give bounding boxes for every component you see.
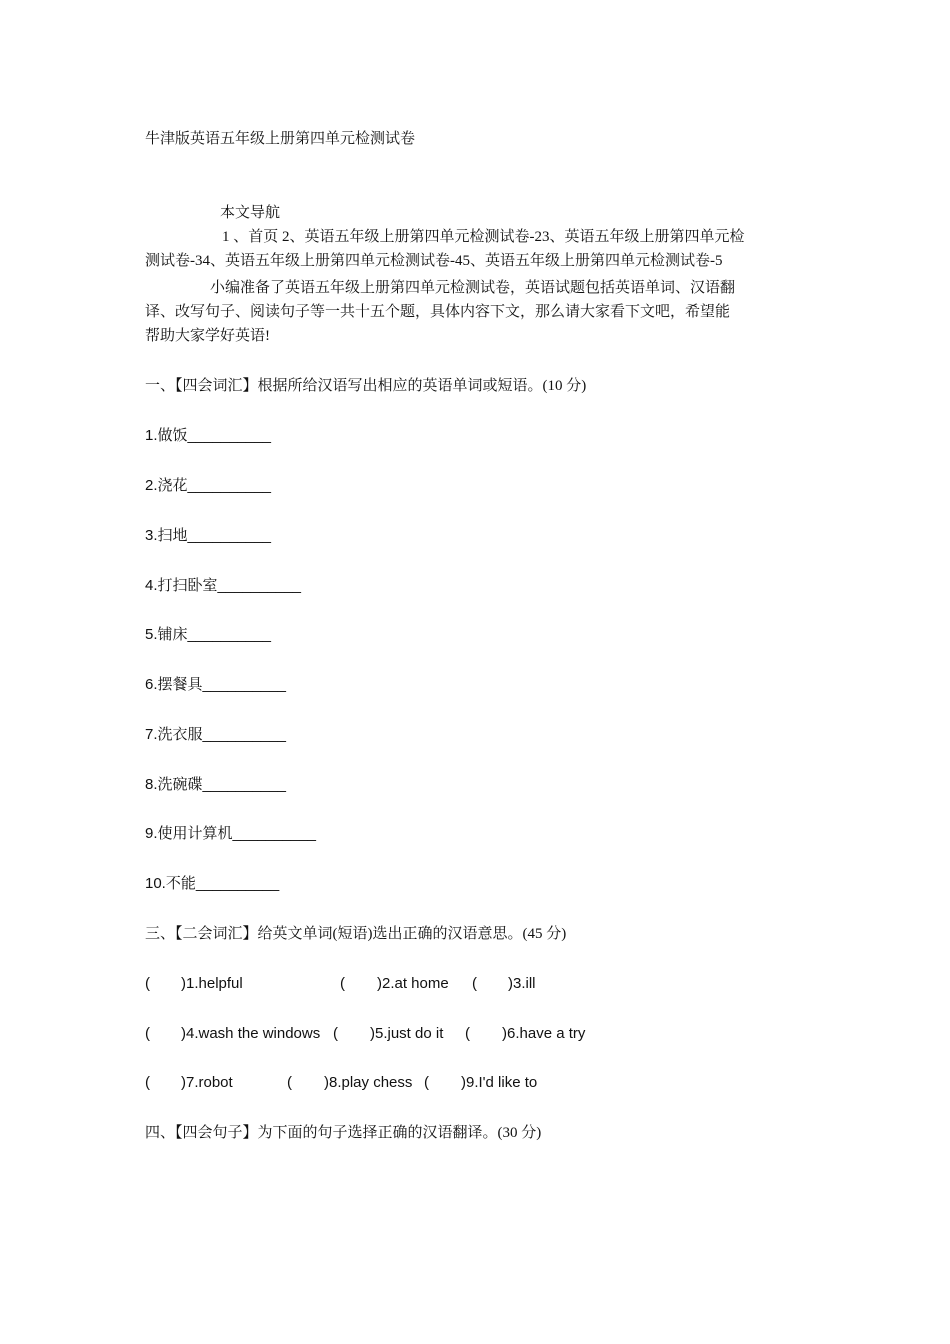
section3-heading: 三、【二会词汇】给英文单词(短语)选出正确的汉语意思。(45 分)	[145, 926, 567, 942]
question-item: 9.使用计算机__________	[145, 825, 316, 842]
choice-item: )4.wash the windows	[181, 1025, 321, 1042]
choice-item: )5.just do it	[370, 1025, 444, 1042]
choice-item: )3.ill	[508, 975, 536, 992]
question-item: 1.做饭__________	[145, 427, 271, 444]
nav-line-1: 1 、首页 2、英语五年级上册第四单元检测试卷-23、英语五年级上册第四单元检	[222, 229, 745, 245]
question-item: 5.铺床__________	[145, 626, 271, 643]
choice-item: )6.have a try	[502, 1025, 586, 1042]
choice-item: )1.helpful	[181, 975, 243, 992]
intro-line-1: 小编准备了英语五年级上册第四单元检测试卷，英语试题包括英语单词、汉语翻	[210, 280, 736, 296]
question-item: 3.扫地__________	[145, 527, 271, 544]
intro-line-2: 译、改写句子、阅读句子等一共十五个题，具体内容下文，那么请大家看下文吧，希望能	[145, 304, 731, 320]
question-item: 8.洗碗碟__________	[145, 776, 286, 793]
choice-item: )7.robot	[181, 1074, 233, 1091]
question-item: 7.洗衣服__________	[145, 726, 286, 743]
choice-paren: (	[340, 975, 345, 992]
section4-heading: 四、【四会句子】为下面的句子选择正确的汉语翻译。(30 分)	[145, 1125, 542, 1141]
nav-line-2: 测试卷-34、英语五年级上册第四单元检测试卷-45、英语五年级上册第四单元检测试卷-5	[145, 253, 723, 269]
section1-heading: 一、【四会词汇】根据所给汉语写出相应的英语单词或短语。(10 分)	[145, 378, 587, 394]
question-item: 10.不能__________	[145, 875, 280, 892]
choice-paren: (	[333, 1025, 338, 1042]
choice-item: )8.play chess	[324, 1074, 413, 1091]
choice-paren: (	[145, 1025, 150, 1042]
choice-item: )2.at home	[377, 975, 449, 992]
question-item: 4.打扫卧室__________	[145, 577, 301, 594]
question-item: 6.摆餐具__________	[145, 676, 286, 693]
choice-item: )9.I'd like to	[461, 1074, 538, 1091]
choice-paren: (	[424, 1074, 429, 1091]
intro-line-3: 帮助大家学好英语!	[145, 328, 270, 344]
document-title: 牛津版英语五年级上册第四单元检测试卷	[145, 131, 416, 147]
choice-paren: (	[465, 1025, 470, 1042]
choice-paren: (	[287, 1074, 292, 1091]
nav-heading: 本文导航	[220, 205, 281, 221]
choice-paren: (	[472, 975, 477, 992]
choice-paren: (	[145, 975, 150, 992]
choice-paren: (	[145, 1074, 150, 1091]
question-item: 2.浇花__________	[145, 477, 271, 494]
